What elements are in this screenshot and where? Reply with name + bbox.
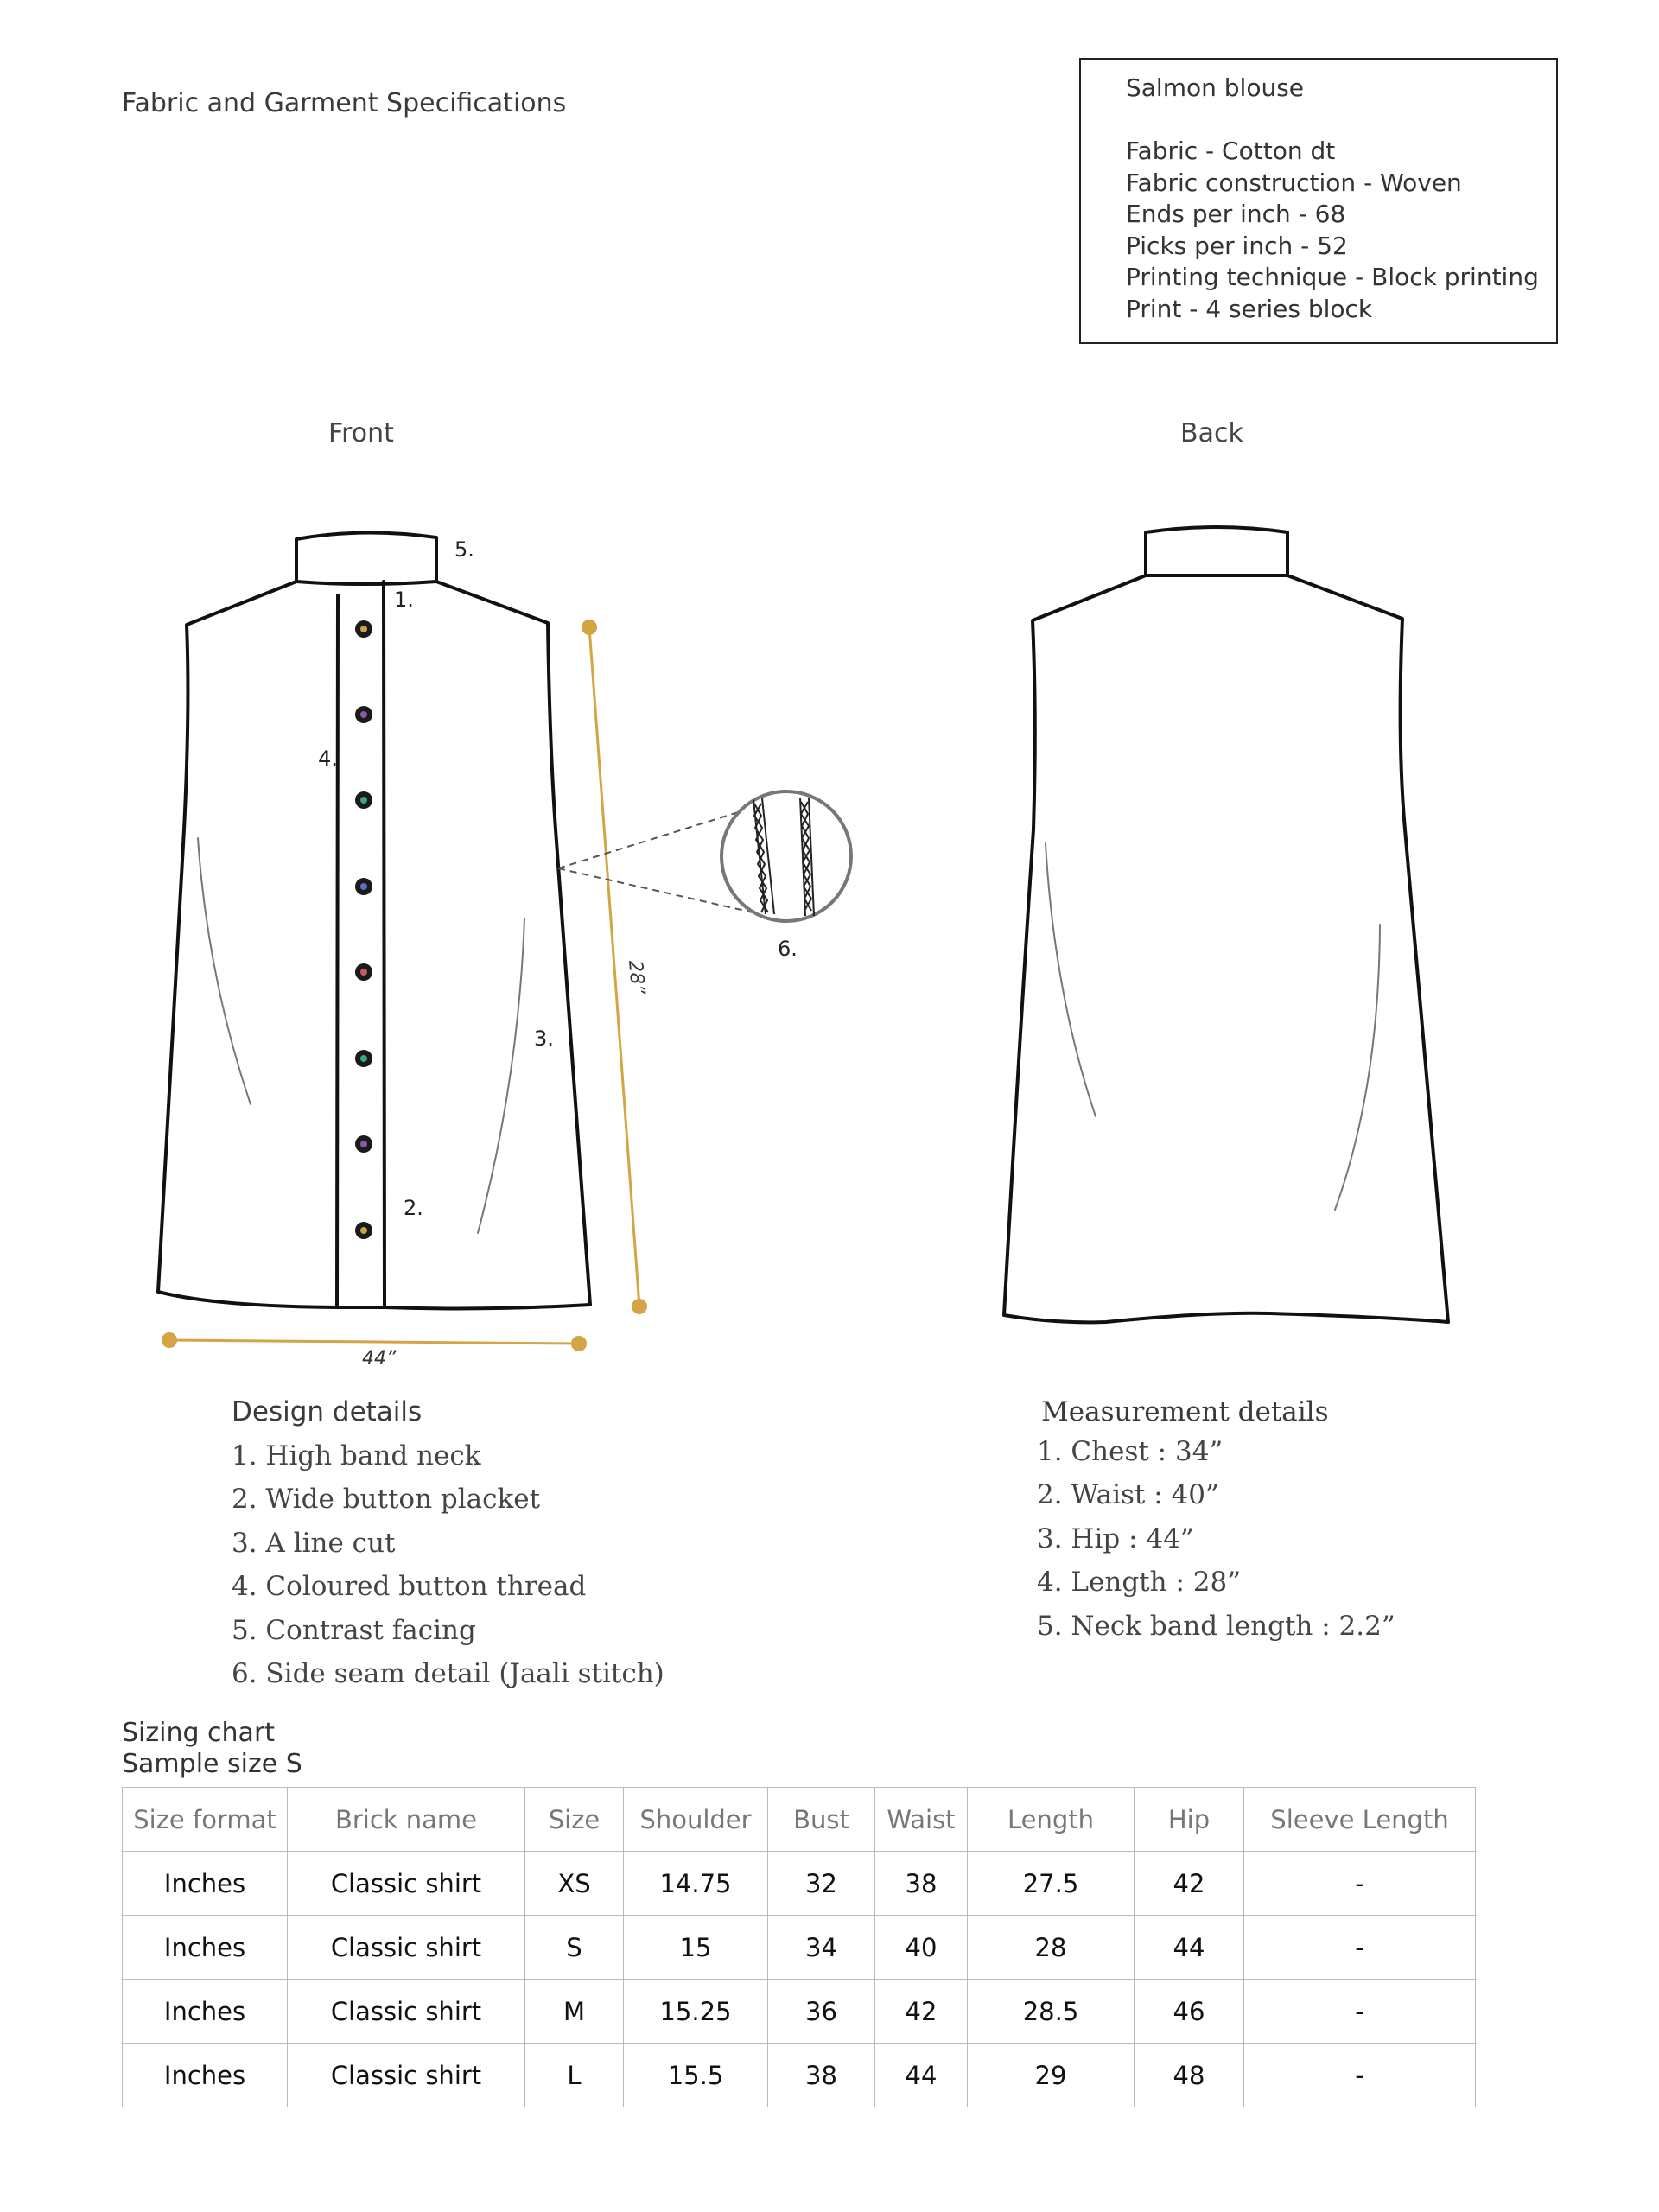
- table-row: [123, 1916, 1476, 1980]
- table-cell: -: [1244, 2044, 1476, 2107]
- front-dart-left: [198, 838, 251, 1104]
- back-body-right: [1287, 575, 1448, 1322]
- back-view-label: Back: [1180, 418, 1243, 448]
- length-dimension-line: [582, 620, 648, 1314]
- garment-technical-sketch: [0, 484, 1659, 1365]
- list-item: 5. Neck band length : 2.2”: [1037, 1610, 1395, 1642]
- design-details-heading: Design details: [232, 1396, 423, 1427]
- sizing-table: [122, 1787, 1476, 2107]
- list-item: 1. High band neck: [232, 1440, 481, 1471]
- table-cell: Classic shirt: [288, 1980, 525, 2044]
- width-dimension-label: 44”: [362, 1348, 397, 1365]
- table-cell: 40: [875, 1916, 968, 1980]
- column-header: Hip: [1135, 1788, 1244, 1852]
- table-cell: 15.5: [624, 2044, 768, 2107]
- table-cell: 38: [768, 2044, 875, 2107]
- button: [355, 1050, 372, 1067]
- table-cell: L: [525, 2044, 624, 2107]
- spec-line: Fabric construction - Woven: [1126, 168, 1462, 197]
- table-cell: 36: [768, 1980, 875, 2044]
- table-cell: 28.5: [968, 1980, 1135, 2044]
- fabric-spec-box: [1079, 58, 1558, 344]
- sizing-chart-title: [122, 1718, 302, 1780]
- button: [355, 791, 372, 809]
- table-cell: Inches: [123, 1916, 288, 1980]
- front-body-left: [158, 582, 337, 1307]
- back-dart-right: [1335, 925, 1380, 1210]
- table-header-row: [123, 1788, 1476, 1852]
- spec-line: Ends per inch - 68: [1126, 200, 1346, 229]
- table-cell: -: [1244, 1980, 1476, 2044]
- list-item: 4. Coloured button thread: [232, 1571, 587, 1603]
- spec-line: Print - 4 series block: [1126, 294, 1373, 323]
- front-band-collar: [296, 532, 436, 584]
- sample-size-label: Sample size S: [122, 1749, 302, 1779]
- front-dart-right: [478, 918, 524, 1233]
- back-body-left: [1004, 575, 1448, 1322]
- table-cell: 34: [768, 1916, 875, 1980]
- table-cell: 14.75: [624, 1852, 768, 1916]
- callout-3: 3.: [534, 1027, 554, 1051]
- table-cell: XS: [525, 1852, 624, 1916]
- placket-right-edge: [384, 582, 385, 1307]
- table-cell: 32: [768, 1852, 875, 1916]
- list-item: 2. Waist : 40”: [1037, 1479, 1219, 1511]
- column-header: Sleeve Length: [1244, 1788, 1476, 1852]
- table-cell: Inches: [123, 1852, 288, 1916]
- callout-6: 6.: [778, 937, 798, 961]
- button: [355, 878, 372, 895]
- table-cell: 29: [968, 2044, 1135, 2107]
- table-cell: -: [1244, 1916, 1476, 1980]
- placket-left-edge: [337, 595, 338, 1307]
- page-title: Fabric and Garment Specifications: [122, 88, 567, 118]
- button: [355, 963, 372, 981]
- back-blouse-sketch: [1004, 527, 1448, 1322]
- table-cell: 15.25: [624, 1980, 768, 2044]
- list-item: 6. Side seam detail (Jaali stitch): [232, 1658, 664, 1690]
- list-item: 2. Wide button placket: [232, 1484, 541, 1516]
- measurement-details-list: [1037, 1430, 1395, 1648]
- button: [355, 1135, 372, 1153]
- table-row: [123, 1980, 1476, 2044]
- measurement-details-heading: Measurement details: [1041, 1396, 1329, 1427]
- list-item: 3. Hip : 44”: [1037, 1522, 1194, 1554]
- table-cell: 38: [875, 1852, 968, 1916]
- column-header: Size format: [123, 1788, 288, 1852]
- spec-box-title: Salmon blouse: [1126, 73, 1305, 102]
- list-item: 4. Length : 28”: [1037, 1567, 1242, 1599]
- placket-buttons: [355, 620, 372, 1239]
- table-row: [123, 1852, 1476, 1916]
- table-cell: 42: [875, 1980, 968, 2044]
- back-dart-left: [1046, 843, 1096, 1116]
- front-view-label: Front: [328, 418, 394, 448]
- list-item: 5. Contrast facing: [232, 1614, 476, 1646]
- table-cell: 44: [1135, 1916, 1244, 1980]
- column-header: Bust: [768, 1788, 875, 1852]
- spec-line: Printing technique - Block printing: [1126, 263, 1539, 292]
- callout-1: 1.: [394, 588, 414, 612]
- column-header: Waist: [875, 1788, 968, 1852]
- table-cell: Inches: [123, 2044, 288, 2107]
- table-cell: Inches: [123, 1980, 288, 2044]
- table-cell: S: [525, 1916, 624, 1980]
- length-dimension-label: 28”: [624, 959, 649, 995]
- button: [355, 1222, 372, 1239]
- button: [355, 706, 372, 723]
- column-header: Shoulder: [624, 1788, 768, 1852]
- table-cell: -: [1244, 1852, 1476, 1916]
- column-header: Brick name: [288, 1788, 525, 1852]
- spec-line: Picks per inch - 52: [1126, 231, 1348, 260]
- back-band-collar: [1146, 527, 1287, 575]
- table-cell: 15: [624, 1916, 768, 1980]
- column-header: Size: [525, 1788, 624, 1852]
- table-cell: 28: [968, 1916, 1135, 1980]
- callout-5: 5.: [454, 537, 474, 562]
- table-cell: Classic shirt: [288, 1852, 525, 1916]
- table-cell: 27.5: [968, 1852, 1135, 1916]
- design-details-list: [232, 1434, 664, 1695]
- table-cell: Classic shirt: [288, 2044, 525, 2107]
- callout-4: 4.: [318, 747, 338, 771]
- table-cell: 42: [1135, 1852, 1244, 1916]
- list-item: 3. A line cut: [232, 1527, 396, 1559]
- table-row: [123, 2044, 1476, 2107]
- column-header: Length: [968, 1788, 1135, 1852]
- table-cell: 48: [1135, 2044, 1244, 2107]
- button: [355, 620, 372, 638]
- table-cell: 44: [875, 2044, 968, 2107]
- table-cell: Classic shirt: [288, 1916, 525, 1980]
- list-item: 1. Chest : 34”: [1037, 1436, 1224, 1467]
- spec-line: Fabric - Cotton dt: [1126, 137, 1336, 165]
- front-blouse-sketch: [158, 532, 590, 1308]
- callout-2: 2.: [404, 1196, 423, 1220]
- width-dimension-line: [162, 1332, 587, 1365]
- table-cell: M: [525, 1980, 624, 2044]
- spec-lines: [1126, 136, 1539, 326]
- table-cell: 46: [1135, 1980, 1244, 2044]
- sizing-chart-heading: Sizing chart: [122, 1718, 276, 1748]
